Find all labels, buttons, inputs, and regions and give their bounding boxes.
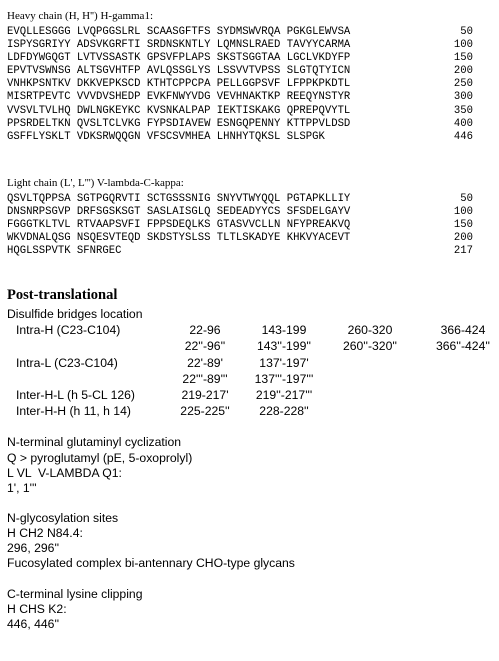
glycosylation-line-3: Fucosylated complex bi-antennary CHO-type glycans: [7, 556, 295, 570]
glutaminyl-line-3: 1', 1''': [7, 481, 37, 495]
lysine-title: C-terminal lysine clipping: [7, 587, 143, 601]
intra-h-bridge-2: 143-199: [261, 323, 307, 337]
intra-l-bridge-4: 137'''-197''': [254, 372, 314, 386]
sequence-text: HQGLSSPVTK SFNRGEC: [7, 245, 122, 258]
sequence-text: MISRTPEVTC VVVDVSHEDP EVKFNWYVDG VEVHNAKTKP REEQYNSTYR: [7, 91, 351, 104]
sequence-text: GSFFLYSKLT VDKSRWQQGN VFSCSVMHEA LHNHYTQKSL SLSPGK: [7, 130, 325, 143]
intra-h-bridge-7: 260''-320'': [342, 339, 398, 353]
sequence-row: [7, 232, 473, 245]
glycosylation-line-1: H CH2 N84.4:: [7, 526, 83, 540]
inter-hl-bridge-2: 219''-217''': [255, 388, 313, 402]
residue-number: 350: [453, 104, 473, 117]
sequence-text: VNHKPSNTKV DKKVEPKSCD KTHTCPPCPA PELLGGPSVF LFPPKPKDTL: [7, 78, 351, 91]
sequence-text: DNSNRPSGVP DRFSGSKSGT SASLAISGLQ SEDEADYYCS SFSDELGAYV: [7, 206, 351, 219]
sequence-row: [7, 118, 473, 131]
intra-l-bridge-3: 22'''-89''': [182, 372, 228, 386]
sequence-row: [7, 78, 473, 91]
inter-hl-bridge-1: 219-217': [181, 388, 229, 402]
inter-hh-label: Inter-H-H (h 11, h 14): [16, 404, 131, 418]
sequence-row: [7, 193, 473, 206]
residue-number: 250: [453, 78, 473, 91]
sequence-text: WKVDNALQSG NSQESVTEQD SKDSTYSLSS TLTLSKADYE KHKVYACEVT: [7, 232, 351, 245]
lysine-line-1: H CHS K2:: [7, 602, 67, 616]
sequence-row: [7, 39, 473, 52]
residue-number: 200: [453, 65, 473, 78]
residue-number: 50: [460, 26, 473, 38]
inter-hl-label: Inter-H-L (h 5-CL 126): [16, 388, 135, 402]
residue-number: 100: [453, 206, 473, 219]
intra-h-bridge-4: 366-424: [440, 323, 486, 337]
inter-hh-bridge-2: 228-228'': [259, 404, 309, 418]
intra-l-label: Intra-L (C23-C104): [16, 356, 118, 370]
sequence-text: QSVLTQPPSA SGTPGQRVTI SCTGSSSNIG SNYVTWYQQL PGTAPKLLIY: [7, 193, 351, 205]
glutaminyl-line-1: Q > pyroglutamyl (pE, 5-oxoprolyl): [7, 451, 193, 465]
residue-number: 150: [453, 219, 473, 232]
intra-h-bridge-1: 22-96: [189, 323, 221, 337]
sequence-row: [7, 26, 473, 39]
glutaminyl-title: N-terminal glutaminyl cyclization: [7, 435, 182, 449]
sequence-text: PPSRDELTKN QVSLTCLVKG FYPSDIAVEW ESNGQPENNY KTTPPVLDSD: [7, 117, 351, 130]
heavy-chain-title: Heavy chain (H, H'') H-gamma1:: [7, 10, 153, 22]
intra-h-bridge-6: 143''-199'': [256, 339, 312, 353]
sequence-row: [7, 65, 473, 78]
residue-number: 200: [453, 232, 473, 245]
sequence-text: FGGGTKLTVL RTVAAPSVFI FPPSDEQLKS GTASVVCLLN NFYPREAKVQ: [7, 219, 351, 232]
glutaminyl-line-2: L VL V-LAMBDA Q1:: [7, 466, 122, 480]
disulfide-title: Disulfide bridges location: [7, 307, 143, 321]
sequence-row: [7, 105, 473, 118]
residue-number: 50: [460, 193, 473, 205]
intra-l-bridge-1: 22'-89': [187, 356, 223, 370]
residue-number: 300: [453, 91, 473, 104]
sequence-row: [7, 131, 473, 144]
residue-number: 217: [453, 245, 473, 258]
intra-h-label: Intra-H (C23-C104): [16, 323, 121, 337]
lysine-line-2: 446, 446'': [7, 617, 60, 631]
glycosylation-line-2: 296, 296'': [7, 541, 60, 555]
sequence-text: EVQLLESGGG LVQPGGSLRL SCAASGFTFS SYDMSWVRQA PGKGLEWVSA: [7, 26, 351, 38]
sequence-text: VVSVLTVLHQ DWLNGKEYKC KVSNKALPAP IEKTISKAKG QPREPQVYTL: [7, 104, 351, 117]
intra-h-bridge-3: 260-320: [347, 323, 393, 337]
sequence-text: ISPYSGRIYY ADSVKGRFTI SRDNSKNTLY LQMNSLRAED TAVYYCARMA: [7, 39, 351, 52]
post-translational-heading: Post-translational: [7, 287, 118, 303]
sequence-text: LDFDYWGQGT LVTVSSASTK GPSVFPLAPS SKSTSGGTAA LGCLVKDYFP: [7, 52, 351, 65]
light-chain-sequence: [7, 193, 473, 258]
residue-number: 100: [453, 39, 473, 52]
intra-h-bridge-8: 366''-424'': [435, 339, 491, 353]
heavy-chain-sequence: [7, 26, 473, 144]
sequence-row: [7, 91, 473, 104]
glycosylation-title: N-glycosylation sites: [7, 511, 119, 525]
intra-l-bridge-2: 137'-197': [259, 356, 309, 370]
sequence-row: [7, 206, 473, 219]
residue-number: 150: [453, 52, 473, 65]
sequence-row: [7, 219, 473, 232]
intra-h-bridge-5: 22''-96'': [184, 339, 226, 353]
inter-hh-bridge-1: 225-225'': [180, 404, 230, 418]
sequence-text: EPVTVSWNSG ALTSGVHTFP AVLQSSGLYS LSSVVTVPSS SLGTQTYICN: [7, 65, 351, 78]
residue-number: 400: [453, 117, 473, 130]
sequence-row: [7, 245, 473, 258]
light-chain-title: Light chain (L', L''') V-lambda-C-kappa:: [7, 177, 184, 189]
residue-number: 446: [453, 130, 473, 143]
sequence-row: [7, 52, 473, 65]
